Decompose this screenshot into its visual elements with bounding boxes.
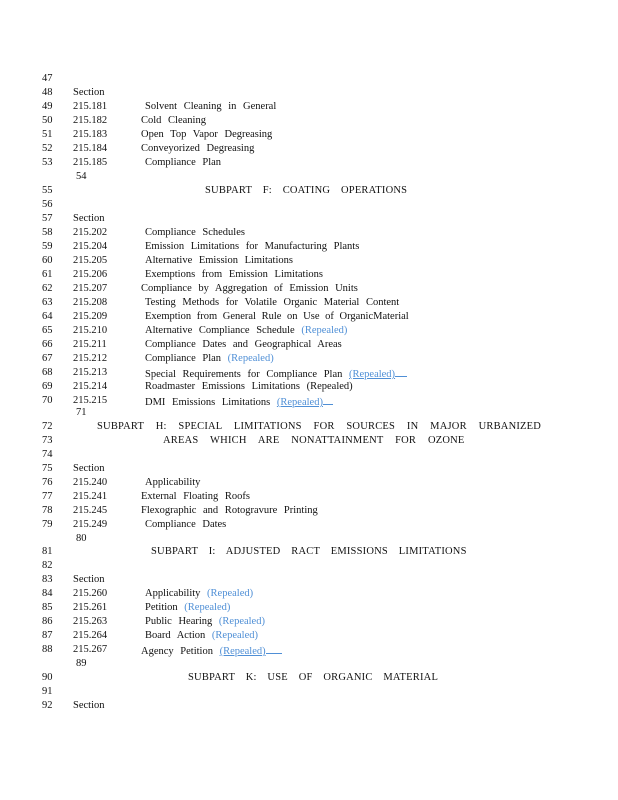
repealed-link[interactable]: (Repealed): [218, 616, 265, 627]
section-title: Alternative Compliance Schedule: [145, 325, 295, 336]
section-title: Compliance Plan: [145, 157, 222, 168]
repealed-link[interactable]: (Repealed): [349, 369, 396, 380]
section-number: 215.183: [73, 129, 108, 140]
section-title: Testing Methods for Volatile Organic Material Content: [145, 297, 400, 308]
section-title: Applicability: [145, 588, 201, 599]
section-title: Petition: [145, 602, 178, 613]
section-title: Special Requirements for Compliance Plan: [145, 369, 343, 380]
section-number: 215.245: [73, 505, 108, 516]
section-title: Alternative Emission Limitations: [145, 255, 293, 266]
section-entry: [145, 601, 230, 615]
section-title: Board Action: [145, 630, 206, 641]
section-number: 215.205: [73, 255, 108, 266]
section-number: 215.267: [73, 644, 108, 655]
line-number: 81: [42, 546, 53, 557]
subpart-heading: SUBPART F: COATING OPERATIONS: [205, 185, 408, 196]
line-number: 82: [42, 560, 53, 571]
line-number: 85: [42, 602, 53, 613]
line-number: 69: [42, 381, 53, 392]
line-number: 68: [42, 367, 53, 378]
section-number: 215.207: [73, 283, 108, 294]
line-number: 90: [42, 672, 53, 683]
section-title: Compliance Schedules: [145, 227, 245, 238]
line-number: 61: [42, 269, 53, 280]
repealed-link[interactable]: (Repealed): [227, 353, 274, 364]
line-number: 49: [42, 101, 53, 112]
repealed-link[interactable]: (Repealed): [276, 397, 323, 408]
underline-tail: [266, 643, 282, 654]
line-number: 89: [76, 658, 87, 669]
section-label: Section: [73, 213, 105, 224]
line-number: 47: [42, 73, 53, 84]
section-title: Roadmaster Emissions Limitations (Repealed): [145, 381, 353, 392]
repealed-link[interactable]: (Repealed): [184, 602, 231, 613]
section-title: Compliance Plan: [145, 353, 222, 364]
section-number: 215.263: [73, 616, 108, 627]
section-title: Compliance by Aggregation of Emission Units: [141, 283, 358, 294]
section-number: 215.212: [73, 353, 108, 364]
line-number: 60: [42, 255, 53, 266]
line-number: 52: [42, 143, 53, 154]
line-number: 63: [42, 297, 53, 308]
line-number: 56: [42, 199, 53, 210]
section-title: Open Top Vapor Degreasing: [141, 129, 273, 140]
section-title: External Floating Roofs: [141, 491, 250, 502]
section-title: Conveyorized Degreasing: [141, 143, 255, 154]
section-number: 215.206: [73, 269, 108, 280]
line-number: 51: [42, 129, 53, 140]
section-label: Section: [73, 574, 105, 585]
line-number: 64: [42, 311, 53, 322]
section-title: Public Hearing: [145, 616, 213, 627]
section-number: 215.182: [73, 115, 108, 126]
repealed-link[interactable]: (Repealed): [211, 630, 258, 641]
section-entry: [141, 643, 282, 659]
line-number: 88: [42, 644, 53, 655]
line-number: 74: [42, 449, 53, 460]
section-number: 215.213: [73, 367, 108, 378]
line-number: 77: [42, 491, 53, 502]
line-number: 92: [42, 700, 53, 711]
section-label: Section: [73, 700, 105, 711]
section-title: Exemptions from Emission Limitations: [145, 269, 323, 280]
section-title: Applicability: [145, 477, 201, 488]
section-number: 215.261: [73, 602, 108, 613]
section-number: 215.214: [73, 381, 108, 392]
section-number: 215.260: [73, 588, 108, 599]
section-title: Exemption from General Rule on Use of OrganicMaterial: [145, 311, 409, 322]
section-entry: [145, 352, 274, 366]
section-entry: [145, 394, 333, 410]
line-number: 66: [42, 339, 53, 350]
section-number: 215.240: [73, 477, 108, 488]
line-number: 70: [42, 395, 53, 406]
section-number: 215.185: [73, 157, 108, 168]
section-number: 215.215: [73, 395, 108, 406]
line-number: 65: [42, 325, 53, 336]
underline-tail: [323, 394, 333, 405]
section-title: Agency Petition: [141, 646, 213, 657]
line-number: 62: [42, 283, 53, 294]
line-number: 87: [42, 630, 53, 641]
repealed-link[interactable]: (Repealed): [207, 588, 254, 599]
section-number: 215.202: [73, 227, 108, 238]
section-entry: [145, 587, 253, 601]
subpart-heading: SUBPART K: USE OF ORGANIC MATERIAL: [188, 672, 439, 683]
line-number: 48: [42, 87, 53, 98]
section-title: Compliance Dates and Geographical Areas: [145, 339, 342, 350]
line-number: 83: [42, 574, 53, 585]
section-title: Cold Cleaning: [141, 115, 206, 126]
section-entry: [145, 615, 265, 629]
line-number: 76: [42, 477, 53, 488]
section-number: 215.208: [73, 297, 108, 308]
section-number: 215.241: [73, 491, 108, 502]
section-number: 215.181: [73, 101, 108, 112]
line-number: 79: [42, 519, 53, 530]
section-title: Flexographic and Rotogravure Printing: [141, 505, 318, 516]
subpart-heading: SUBPART I: ADJUSTED RACT EMISSIONS LIMITATIONS: [151, 546, 467, 557]
section-number: 215.210: [73, 325, 108, 336]
section-number: 215.209: [73, 311, 108, 322]
subpart-heading: SUBPART H: SPECIAL LIMITATIONS FOR SOURCES IN MAJOR URBANIZED: [97, 421, 542, 432]
line-number: 58: [42, 227, 53, 238]
line-number: 50: [42, 115, 53, 126]
line-number: 57: [42, 213, 53, 224]
underline-tail: [395, 366, 407, 377]
line-number: 55: [42, 185, 53, 196]
section-number: 215.264: [73, 630, 108, 641]
line-number: 54: [76, 171, 87, 182]
line-number: 84: [42, 588, 53, 599]
line-number: 78: [42, 505, 53, 516]
line-number: 59: [42, 241, 53, 252]
line-number: 80: [76, 533, 87, 544]
section-entry: [145, 629, 258, 643]
line-number: 53: [42, 157, 53, 168]
section-number: 215.204: [73, 241, 108, 252]
section-number: 215.184: [73, 143, 108, 154]
section-title: DMI Emissions Limitations: [145, 397, 271, 408]
section-entry: [145, 324, 347, 338]
section-title: Compliance Dates: [145, 519, 227, 530]
subpart-heading-continued: AREAS WHICH ARE NONATTAINMENT FOR OZONE: [163, 435, 465, 446]
line-number: 73: [42, 435, 53, 446]
section-number: 215.249: [73, 519, 108, 530]
section-label: Section: [73, 463, 105, 474]
section-title: Solvent Cleaning in General: [145, 101, 277, 112]
line-number: 91: [42, 686, 53, 697]
line-number: 72: [42, 421, 53, 432]
line-number: 71: [76, 407, 87, 418]
repealed-link[interactable]: (Repealed): [219, 646, 266, 657]
line-number: 67: [42, 353, 53, 364]
section-title: Emission Limitations for Manufacturing Plants: [145, 241, 360, 252]
section-label: Section: [73, 87, 105, 98]
line-number: 86: [42, 616, 53, 627]
line-number: 75: [42, 463, 53, 474]
section-number: 215.211: [73, 339, 107, 350]
repealed-link[interactable]: (Repealed): [301, 325, 348, 336]
